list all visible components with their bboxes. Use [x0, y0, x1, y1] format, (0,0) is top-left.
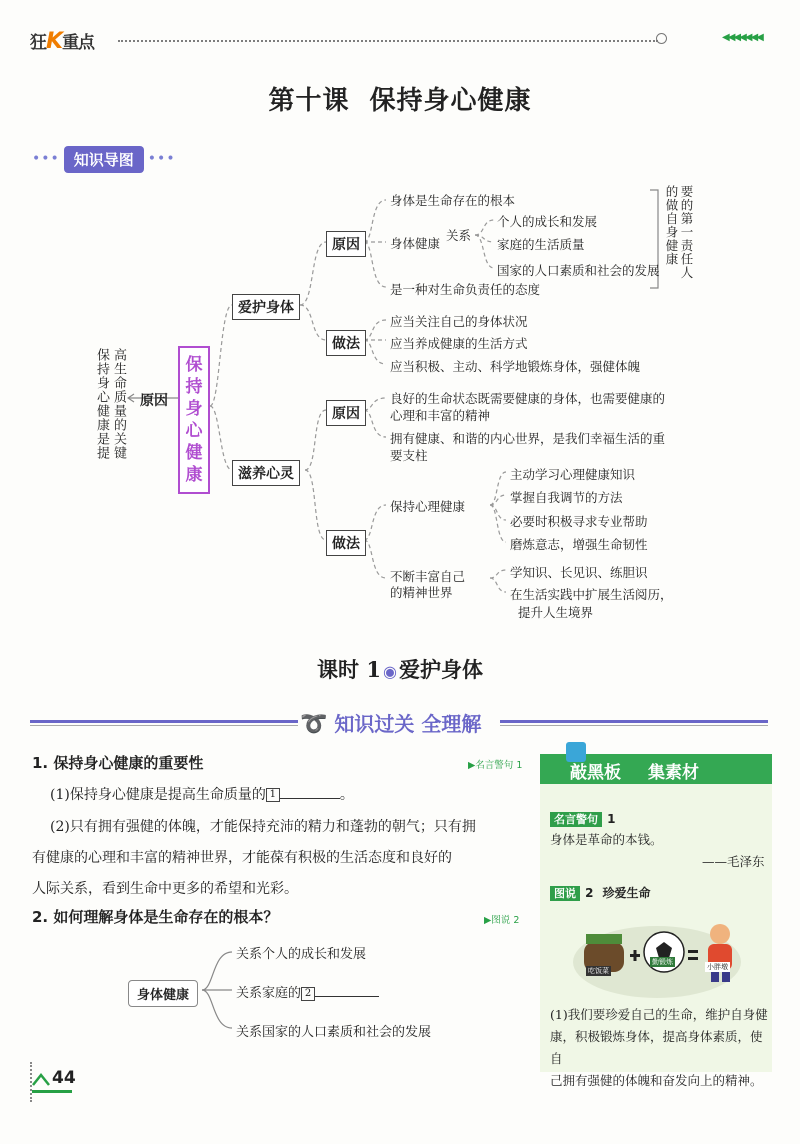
q2-item-3: 关系国家的人口素质和社会的发展 [236, 1025, 432, 1040]
period-title [0, 654, 800, 684]
q2-connectors [200, 940, 240, 1040]
img-label-2: 勤锻炼 [652, 958, 673, 966]
q2-node: 身体健康 [128, 980, 198, 1007]
knowledge-map-pill: 知识导图 [64, 146, 144, 173]
b2-method-2-item-2: 在生活实践中扩展生活阅历， [510, 587, 673, 602]
tag-illustration-num: 2 [585, 886, 594, 900]
sidebar-head-1: 敲黑板 [570, 763, 621, 783]
b2-method-2-item-3: 提升人生境界 [518, 605, 594, 620]
b2-method-1-item-4: 磨炼意志，增强生命韧性 [510, 537, 648, 552]
b2-reason-2-line2: 要支柱 [390, 448, 428, 463]
b2-method-1-item-3: 必要时积极寻求专业帮助 [510, 514, 648, 529]
q2-ref: ▶图说 2 [484, 915, 520, 926]
q1-ref: ▶名言警句 1 [468, 760, 523, 771]
b1-method-1: 应当关注自己的身体状况 [390, 314, 528, 329]
header-arrows-icon: ◀◀◀◀◀◀◀ [722, 32, 762, 43]
tag-quote-num: 1 [607, 812, 616, 826]
q1-p1-end: 。 [339, 787, 354, 803]
section-title [300, 708, 481, 737]
b2-method-node: 做法 [326, 530, 366, 556]
page-number: 44 [52, 1068, 76, 1088]
q1-p2-line1: (2)只有拥有强健的体魄，才能保持充沛的精力和蓬勃的朝气；只有拥 [50, 819, 476, 835]
sidebar-head-2: 集素材 [648, 763, 699, 783]
b2-reason-node: 原因 [326, 400, 366, 426]
blank-2-marker: 2 [301, 987, 315, 1001]
q2-item-2-text: 关系家庭的 [236, 986, 302, 1001]
lesson-name: 保持身心健康 [369, 86, 532, 116]
teacher-icon [566, 742, 586, 762]
q1-p2-line3: 人际关系，看到生命中更多的希望和光彩。 [32, 881, 298, 897]
q1-p2-line2: 有健康的心理和丰富的精神世界，才能葆有积极的生活态度和良好的 [32, 850, 452, 866]
sidebar-body-line1: (1)我们要珍爱自己的生命，维护自身健 [550, 1007, 768, 1022]
sidebar-body [550, 1004, 772, 1092]
sidebar-author: ——毛泽东 [702, 854, 765, 869]
b2-method-1: 保持心理健康 [390, 499, 466, 514]
dots-icon: ••• [147, 151, 176, 167]
q2-title: 2. 如何理解身体是生命存在的根本？ [32, 908, 279, 926]
side-col1: 要的第一责任人 [679, 185, 694, 280]
sidebar-body-line2: 康，积极锻炼身体，提高身体素质，使自 [550, 1029, 763, 1066]
b2-method-2-line2: 的精神世界 [390, 585, 453, 600]
b2-reason-1-line2: 心理和丰富的精神 [390, 408, 491, 423]
b1-reason-1: 身体是生命存在的根本 [390, 193, 516, 208]
tag-illustration [550, 882, 651, 901]
footer-dotted-edge [0, 1062, 32, 1102]
footer-underline [32, 1090, 72, 1093]
lesson-number: 第十课 [268, 86, 350, 116]
b1-method-3: 应当积极、主动、科学地锻炼身体，强健体魄 [390, 359, 641, 374]
q1-title: 1. 保持身心健康的重要性 [32, 754, 204, 772]
q1-p1-text: (1)保持身心健康是提高生命质量的 [50, 787, 266, 803]
mindmap-center-node: 保持身心健康 [178, 346, 210, 494]
header-dotted-line [118, 40, 658, 42]
b1-method-node: 做法 [326, 330, 366, 356]
b1-relation-item-3: 国家的人口素质和社会的发展 [497, 263, 660, 278]
blank-1-marker: 1 [266, 788, 280, 802]
brand-logo [30, 28, 94, 54]
sidebar-quote: 身体是革命的本钱。 [550, 832, 663, 847]
q2-item-2 [236, 982, 379, 1001]
b2-reason-2-line1: 拥有健康、和谐的内心世界，是我们幸福生活的重 [390, 431, 666, 446]
b1-reason-3: 是一种对生命负责任的态度 [390, 282, 541, 297]
q2-item-1: 关系个人的成长和发展 [236, 947, 367, 962]
b2-method-1-item-1: 主动学习心理健康知识 [510, 467, 636, 482]
brand-k: K [46, 29, 63, 54]
section-title-text: 知识过关 全理解 [334, 712, 482, 736]
b2-reason-1-line1: 良好的生命状态既需要健康的身体，也需要健康的 [390, 391, 666, 406]
b1-reason-node: 原因 [326, 231, 366, 257]
footer-figure-icon [32, 1071, 50, 1085]
sidebar-body-line3: 己拥有强健的体魄和奋发向上的精神。 [550, 1073, 763, 1088]
lesson-title [0, 80, 800, 117]
side-col2: 的做自身健康 [664, 185, 679, 266]
img-label-1: 吃饭菜 [588, 967, 609, 975]
healthy-life-illustration [572, 912, 742, 998]
img-label-3: 小胖墩 [707, 963, 728, 971]
swirl-icon: ➰ [300, 711, 328, 737]
section-bar-left [30, 720, 298, 723]
b1-relation-item-1: 个人的成长和发展 [497, 214, 598, 229]
tag-illustration-title: 珍爱生命 [602, 886, 651, 900]
header-ring-icon [656, 33, 667, 44]
b1-relation-item-2: 家庭的生活质量 [497, 237, 585, 252]
tag-illustration-label: 图说 [550, 886, 580, 901]
tag-quote-label: 名言警句 [550, 812, 602, 827]
b1-method-2: 应当养成健康的生活方式 [390, 336, 528, 351]
tag-quote [550, 808, 615, 827]
blank-1-input[interactable] [280, 798, 340, 799]
b2-method-2-item-1: 学知识、长见识、练胆识 [510, 565, 648, 580]
brand-suffix: 重点 [62, 33, 95, 53]
left-col1: 高生命质量的关键 [111, 348, 126, 460]
period-name: 爱护身体 [398, 657, 483, 682]
b1-reason-2-relation: 关系 [446, 228, 472, 243]
q1-p1 [50, 780, 354, 811]
knowledge-map-label [32, 146, 176, 172]
blank-2-input[interactable] [315, 996, 379, 997]
period-dot-icon: ◉ [382, 662, 397, 681]
left-col2: 保持身心健康是提 [94, 348, 109, 460]
left-reason-label: 原因 [140, 393, 168, 409]
b2-method-2-line1: 不断丰富自己 [390, 569, 466, 584]
branch-mind-nourish: 滋养心灵 [232, 460, 300, 486]
q1-p2 [32, 812, 530, 905]
b2-method-1-item-2: 掌握自我调节的方法 [510, 490, 623, 505]
dots-icon: ••• [32, 151, 60, 167]
b1-reason-2: 身体健康 [390, 236, 441, 251]
section-bar-right [500, 720, 768, 723]
brand-prefix: 狂 [30, 33, 46, 53]
branch-body-care: 爱护身体 [232, 294, 300, 320]
period-prefix: 课时 1 [317, 657, 381, 682]
